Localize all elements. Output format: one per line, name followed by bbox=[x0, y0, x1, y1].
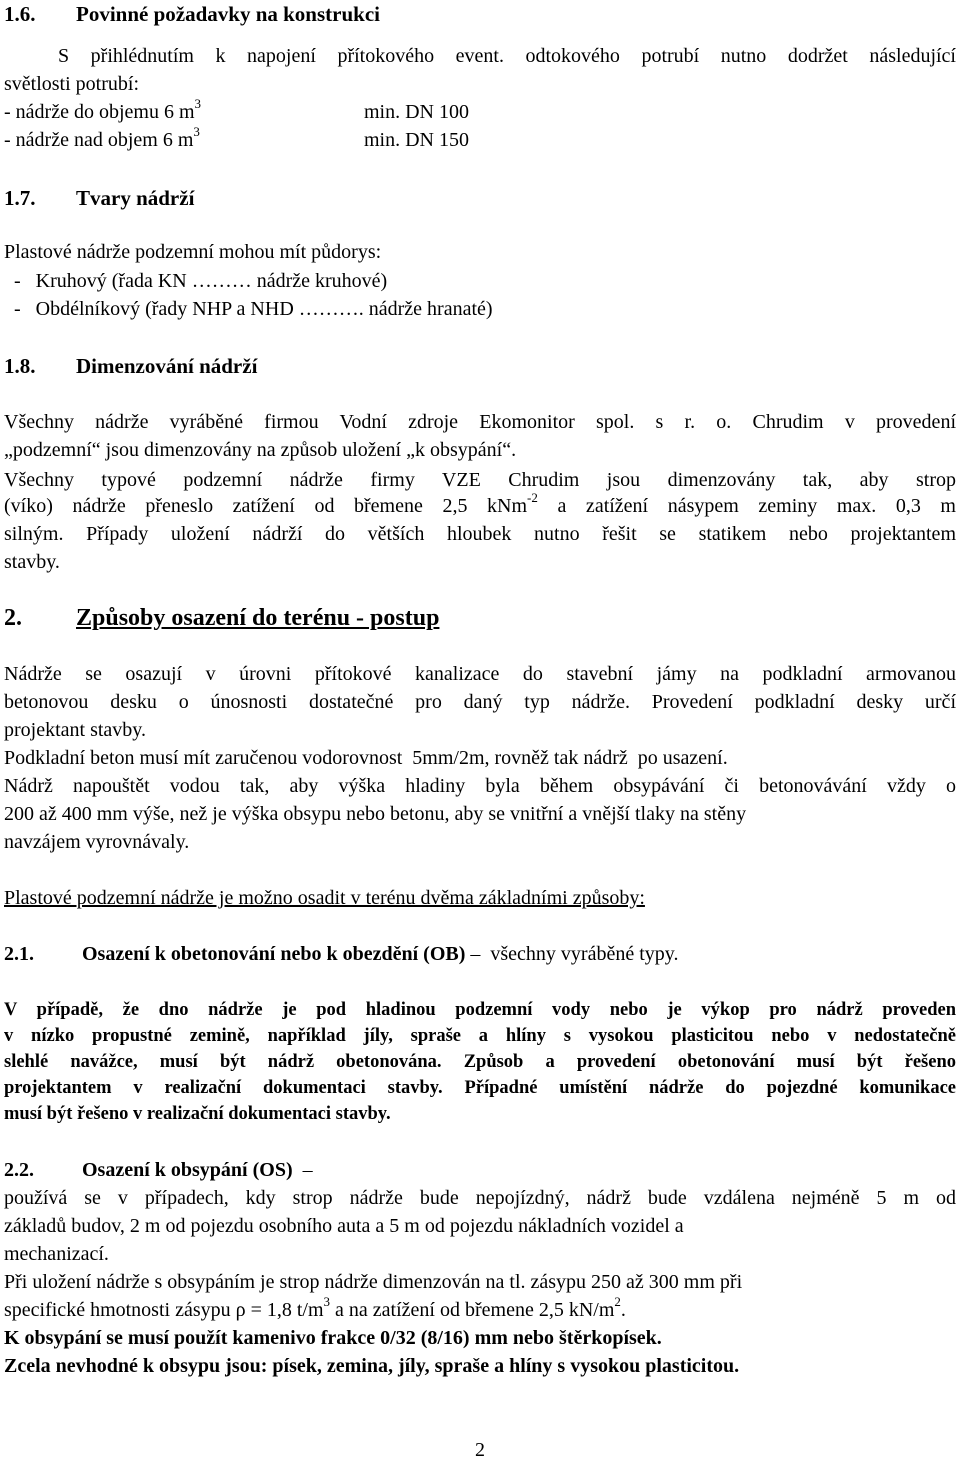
requirement-value: min. DN 150 bbox=[364, 129, 469, 151]
section-title: Osazení k obetonování nebo k obezdění (OB) bbox=[82, 943, 466, 965]
paragraph-line: Podkladní beton musí mít zaručenou vodorovnost 5mm/2m, rovněž tak nádrž po usazení. bbox=[4, 747, 728, 769]
paragraph-line: projektant stavby. bbox=[4, 719, 147, 741]
paragraph-line: mechanizací. bbox=[4, 1243, 109, 1265]
paragraph-line: 200 až 400 mm výše, než je výška obsypu nebo betonu, aby se vnitřní a vnější tlaky na stěny bbox=[4, 803, 747, 825]
section-number: 1.8. bbox=[4, 354, 36, 378]
paragraph-line: betonovou desku o únosnosti dostatečné pro daný typ nádrže. Provedení podkladní desky určí bbox=[4, 691, 956, 713]
section-title: Povinné požadavky na konstrukci bbox=[76, 2, 380, 26]
paragraph-line: Při uložení nádrže s obsypáním je strop nádrže dimenzován na tl. zásypu 250 až 300 mm při bbox=[4, 1271, 743, 1293]
list-item: - Kruhový (řada KN ……… nádrže kruhové) bbox=[14, 270, 388, 292]
section-heading-1-8 bbox=[4, 352, 257, 380]
bold-statement: K obsypání se musí použít kamenivo frakce 0/32 (8/16) mm nebo štěrkopísek. bbox=[4, 1327, 662, 1349]
section-title-dash: – bbox=[292, 1159, 313, 1181]
superscript: 3 bbox=[193, 124, 200, 140]
bold-paragraph-line: slehlé navážce, musí být nádrž obetonována. Způsob a provedení obetonování musí být řešeno bbox=[4, 1052, 956, 1072]
bold-statement: Zcela nevhodné k obsypu jsou: písek, zemina, jíly, spraše a hlíny s vysokou plasticitou. bbox=[4, 1355, 740, 1377]
list-item: - Obdélníkový (řady NHP a NHD ………. nádrže hranaté) bbox=[14, 298, 493, 320]
paragraph-line: Plastové nádrže podzemní mohou mít půdorys: bbox=[4, 241, 382, 263]
section-title: Tvary nádrží bbox=[76, 186, 195, 210]
paragraph-line: používá se v případech, kdy strop nádrže bude nepojízdný, nádrž bude vzdálena nejméně 5 m od bbox=[4, 1187, 956, 1209]
paragraph-line: Nádrž napouštět vodou tak, aby výška hladiny byla během obsypávání či betonovávání vždy o bbox=[4, 775, 956, 797]
section-heading-2-1 bbox=[4, 940, 678, 968]
paragraph-line bbox=[4, 42, 956, 70]
section-heading-2-2 bbox=[4, 1156, 313, 1184]
paragraph-line: základů budov, 2 m od pojezdu osobního auta a 5 m od pojezdu nákladních vozidel a bbox=[4, 1215, 684, 1237]
section-title-suffix: – všechny vyráběné typy. bbox=[465, 943, 679, 965]
requirement-value: min. DN 100 bbox=[364, 101, 469, 123]
section-number: 2.1. bbox=[4, 943, 34, 965]
page-number: 2 bbox=[475, 1439, 485, 1461]
paragraph-line: Všechny nádrže vyráběné firmou Vodní zdroje Ekomonitor spol. s r. o. Chrudim v provedení bbox=[4, 411, 956, 433]
paragraph-line: Nádrže se osazují v úrovni přítokové kanalizace do stavební jámy na podkladní armovanou bbox=[4, 663, 956, 685]
section-heading-1-6 bbox=[4, 0, 380, 28]
text: - nádrže nad objem 6 m bbox=[4, 129, 194, 151]
text: S přihlédnutím k napojení přítokového event. odtokového potrubí nutno dodržet následující bbox=[58, 45, 956, 67]
underlined-statement: Plastové podzemní nádrže je možno osadit v terénu dvěma základními způsoby: bbox=[4, 887, 645, 909]
superscript: 3 bbox=[194, 96, 201, 112]
section-heading-1-7 bbox=[4, 184, 194, 212]
paragraph-line: navzájem vyrovnávaly. bbox=[4, 831, 190, 853]
paragraph-line bbox=[4, 466, 956, 494]
requirement-row bbox=[4, 98, 201, 126]
paragraph-line: „podzemní“ jsou dimenzovány na způsob uložení „k obsypání“. bbox=[4, 439, 517, 461]
paragraph-line bbox=[4, 492, 956, 520]
section-title: Způsoby osazení do terénu - postup bbox=[76, 605, 440, 631]
paragraph-line: stavby. bbox=[4, 551, 60, 573]
section-number: 1.7. bbox=[4, 186, 36, 210]
bold-paragraph-line: V případě, že dno nádrže je pod hladinou podzemní vody nebo je výkop pro nádrž proveden bbox=[4, 1000, 956, 1020]
text: specifické hmotnosti zásypu ρ = 1,8 t/m bbox=[4, 1299, 324, 1321]
section-number: 2. bbox=[4, 605, 22, 631]
bold-paragraph-line: v nízko propustné zemině, například jíly, spraše a hlíny s vysokou plasticitou nebo v nedostatečně bbox=[4, 1026, 956, 1046]
section-title: Osazení k obsypání (OS) bbox=[82, 1159, 293, 1181]
text: - nádrže do objemu 6 m bbox=[4, 101, 195, 123]
section-title: Dimenzování nádrží bbox=[76, 354, 258, 378]
paragraph-line: silným. Případy uložení nádrží do větších hloubek nutno řešit se statikem nebo projektantem bbox=[4, 523, 956, 545]
text: (víko) nádrže přeneslo zatížení od břemene 2,5 kNm bbox=[4, 495, 528, 517]
superscript: -2 bbox=[527, 490, 538, 506]
paragraph-line bbox=[4, 1296, 626, 1324]
section-heading-2 bbox=[4, 604, 439, 632]
text: Všechny typové podzemní nádrže firmy VZE Chrudim jsou dimenzovány tak, aby strop bbox=[4, 469, 956, 491]
text: . bbox=[620, 1299, 626, 1321]
section-number: 1.6. bbox=[4, 2, 36, 26]
text: a zatížení násypem zeminy max. 0,3 m bbox=[537, 495, 956, 517]
superscript: 3 bbox=[323, 1294, 331, 1310]
section-number: 2.2. bbox=[4, 1159, 34, 1181]
requirement-row bbox=[4, 126, 200, 154]
bold-paragraph-line: projektantem v realizační dokumentaci stavby. Případné umístění nádrže do pojezdné komunikace bbox=[4, 1078, 956, 1098]
text: a na zatížení od břemene 2,5 kN/m bbox=[330, 1299, 615, 1321]
bold-paragraph-line: musí být řešeno v realizační dokumentaci stavby. bbox=[4, 1104, 391, 1124]
superscript: 2 bbox=[614, 1294, 621, 1310]
paragraph-line: světlosti potrubí: bbox=[4, 73, 139, 95]
